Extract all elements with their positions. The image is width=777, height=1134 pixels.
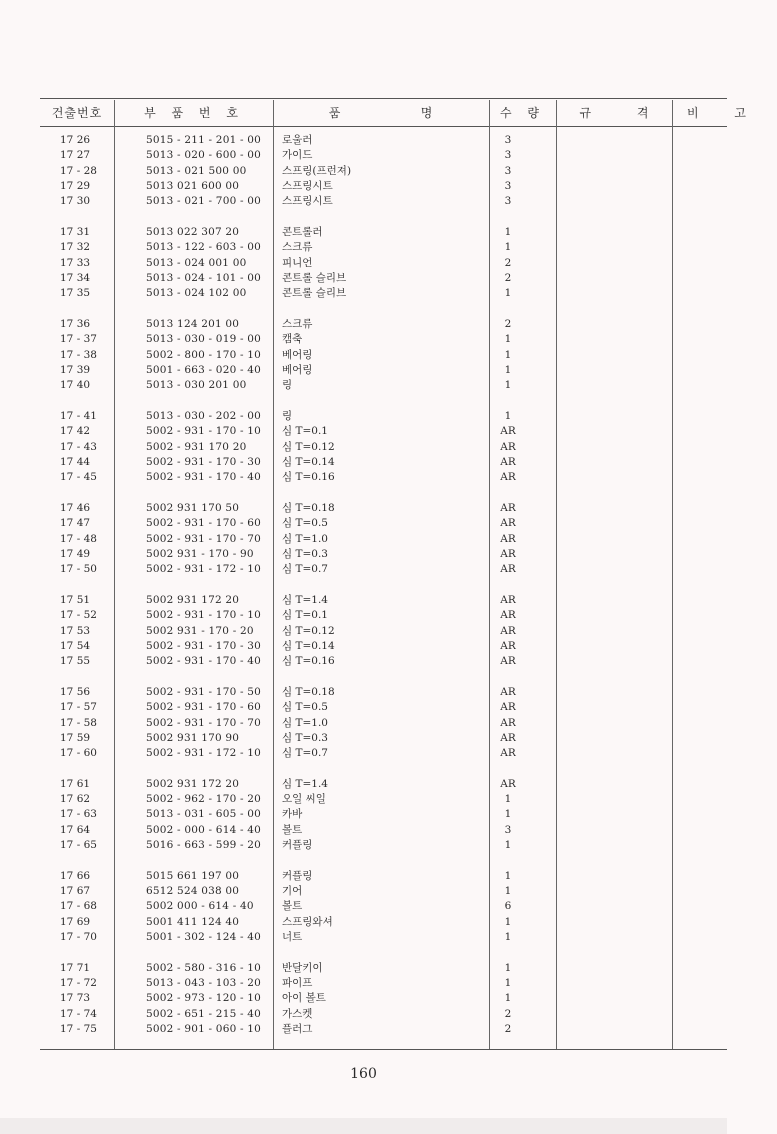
ref-no-cell: 17 54 [60,639,91,652]
ref-no-cell: 17 - 28 [60,164,97,177]
ref-no-cell: 17 42 [60,425,91,438]
part-name-cell: 콘트롤러 [282,225,323,238]
part-no-cell: 5002 931 172 20 [146,777,240,790]
table-row [0,639,727,654]
quantity-cell: 2 [504,317,512,330]
table-row [0,256,727,271]
ref-no-cell: 17 30 [60,195,91,208]
table-row [0,792,727,807]
table-row [0,807,727,822]
part-name-cell: 심 T=0.5 [282,701,328,714]
part-no-cell: 5002 - 931 - 170 - 70 [146,532,262,545]
table-row [0,148,727,163]
table-row [0,838,727,853]
ref-no-cell: 17 - 70 [60,931,97,944]
quantity-cell: 1 [504,992,512,1005]
part-no-cell: 5013 - 030 - 202 - 00 [146,409,262,422]
quantity-cell: 1 [504,379,512,392]
part-name-cell: 오일 씨일 [282,793,326,806]
table-row [0,869,727,884]
table-row [0,700,727,715]
quantity-cell: 6 [504,900,512,913]
ref-no-cell: 17 47 [60,517,91,530]
part-name-cell: 심 T=0.14 [282,639,335,652]
ref-no-cell: 17 31 [60,225,91,238]
part-no-cell: 5013 - 043 - 103 - 20 [146,977,262,990]
ref-no-cell: 17 49 [60,547,91,560]
part-no-cell: 5002 - 931 - 170 - 40 [146,655,262,668]
quantity-cell: AR [500,440,516,453]
part-name-cell: 반달키이 [282,961,323,974]
part-name-cell: 심 T=0.7 [282,563,328,576]
quantity-cell: AR [500,425,516,438]
quantity-cell: 1 [504,363,512,376]
part-name-cell: 너트 [282,931,303,944]
part-no-cell: 5013 - 021 500 00 [146,164,247,177]
table-row [0,562,727,577]
part-group [0,869,727,945]
part-name-cell: 심 T=0.3 [282,547,328,560]
header-name-b: 명 [420,106,434,120]
table-row [0,455,727,470]
header-name-a: 품 [328,106,342,120]
table-row [0,271,727,286]
quantity-cell: 1 [504,961,512,974]
table-row [0,716,727,731]
quantity-cell: 3 [504,195,512,208]
ref-no-cell: 17 40 [60,379,91,392]
part-name-cell: 링 [282,409,293,422]
quantity-cell: AR [500,701,516,714]
part-no-cell: 5002 - 800 - 170 - 10 [146,348,262,361]
table-row [0,225,727,240]
table-row [0,884,727,899]
quantity-cell: 1 [504,885,512,898]
table-bottom-rule [40,1049,727,1050]
part-no-cell: 5002 - 931 - 170 - 40 [146,471,262,484]
part-no-cell: 5013 - 024 - 101 - 00 [146,271,262,284]
table-row [0,501,727,516]
header-qty: 수 량 [500,106,545,120]
quantity-cell: AR [500,685,516,698]
part-no-cell: 5002 - 931 - 170 - 10 [146,425,262,438]
quantity-cell: 1 [504,287,512,300]
part-no-cell: 5013 - 021 - 700 - 00 [146,195,262,208]
quantity-cell: 3 [504,179,512,192]
ref-no-cell: 17 - 65 [60,839,97,852]
part-no-cell: 5015 - 211 - 201 - 00 [146,134,262,146]
part-no-cell: 5013 - 122 - 603 - 00 [146,241,262,254]
table-row [0,409,727,424]
part-no-cell: 5001 411 124 40 [146,915,240,928]
part-name-cell: 로울러 [282,134,313,146]
part-group [0,961,727,1037]
part-no-cell: 5002 - 931 - 172 - 10 [146,563,262,576]
header-spec: 규 격 [579,106,650,120]
part-group [0,225,727,301]
part-name-cell: 스프링시트 [282,195,333,208]
part-no-cell: 5002 931 170 90 [146,731,240,744]
table-row [0,164,727,179]
page-number: 160 [350,1066,377,1082]
table-row [0,731,727,746]
quantity-cell: AR [500,624,516,637]
parts-list [0,133,727,1053]
table-row [0,317,727,332]
quantity-cell: 1 [504,869,512,882]
table-row [0,777,727,792]
quantity-cell: 1 [504,225,512,238]
part-no-cell: 5002 000 - 614 - 40 [146,900,254,913]
header-remarks: 비 고 [687,106,747,120]
part-name-cell: 심 T=0.3 [282,731,328,744]
part-no-cell: 5002 - 931 - 170 - 10 [146,609,262,622]
header-part-no: 부 품 번 호 [144,106,244,120]
ref-no-cell: 17 56 [60,685,91,698]
ref-no-cell: 17 69 [60,915,91,928]
table-row [0,746,727,761]
table-row [0,1022,727,1037]
part-no-cell: 5015 661 197 00 [146,869,240,882]
part-name-cell: 파이프 [282,977,313,990]
part-name-cell: 심 T=0.12 [282,624,335,637]
table-row [0,624,727,639]
ref-no-cell: 17 - 63 [60,808,97,821]
table-row [0,363,727,378]
part-name-cell: 심 T=0.18 [282,501,335,514]
part-no-cell: 5013 - 031 - 605 - 00 [146,808,262,821]
quantity-cell: AR [500,471,516,484]
part-no-cell: 5001 - 663 - 020 - 40 [146,363,262,376]
ref-no-cell: 17 39 [60,363,91,376]
quantity-cell: AR [500,532,516,545]
ref-no-cell: 17 29 [60,179,91,192]
header-rule [40,126,727,127]
part-name-cell: 심 T=1.0 [282,716,328,729]
header-ref-no: 건출번호 [51,106,103,120]
quantity-cell: 3 [504,134,512,146]
ref-no-cell: 17 - 37 [60,333,97,346]
part-name-cell: 가이드 [282,149,313,162]
part-no-cell: 5013 124 201 00 [146,317,240,330]
table-row [0,823,727,838]
ref-no-cell: 17 - 72 [60,977,97,990]
part-name-cell: 링 [282,379,293,392]
ref-no-cell: 17 - 52 [60,609,97,622]
quantity-cell: AR [500,563,516,576]
quantity-cell: AR [500,517,516,530]
part-name-cell: 캠축 [282,333,303,346]
quantity-cell: 2 [504,271,512,284]
part-name-cell: 스크류 [282,317,313,330]
ref-no-cell: 17 35 [60,287,91,300]
table-row [0,440,727,455]
table-row [0,378,727,393]
ref-no-cell: 17 - 74 [60,1007,97,1020]
part-no-cell: 5013 - 020 - 600 - 00 [146,149,262,162]
page-edge [0,1118,727,1134]
table-row [0,685,727,700]
quantity-cell: 1 [504,409,512,422]
quantity-cell: 3 [504,164,512,177]
part-name-cell: 심 T=0.1 [282,425,328,438]
part-name-cell: 스크류 [282,241,313,254]
part-name-cell: 베어링 [282,363,313,376]
part-name-cell: 스프링와셔 [282,915,333,928]
part-name-cell: 심 T=0.7 [282,747,328,760]
table-row [0,930,727,945]
ref-no-cell: 17 - 45 [60,471,97,484]
part-name-cell: 볼트 [282,823,303,836]
part-name-cell: 심 T=0.18 [282,685,335,698]
ref-no-cell: 17 - 50 [60,563,97,576]
ref-no-cell: 17 67 [60,885,91,898]
ref-no-cell: 17 - 75 [60,1023,97,1036]
quantity-cell: 3 [504,149,512,162]
quantity-cell: 1 [504,839,512,852]
part-name-cell: 기어 [282,885,303,898]
ref-no-cell: 17 73 [60,992,91,1005]
quantity-cell: 2 [504,1023,512,1036]
part-no-cell: 5002 931 170 50 [146,501,240,514]
table-row [0,915,727,930]
part-group [0,685,727,761]
part-name-cell: 심 T=1.4 [282,777,328,790]
part-no-cell: 5013 022 307 20 [146,225,240,238]
part-no-cell: 5002 - 931 - 170 - 60 [146,517,262,530]
part-no-cell: 5002 - 000 - 614 - 40 [146,823,262,836]
part-name-cell: 커플링 [282,869,313,882]
part-no-cell: 5002 931 - 170 - 20 [146,624,254,637]
table-row [0,332,727,347]
quantity-cell: AR [500,593,516,606]
part-no-cell: 5013 - 030 - 019 - 00 [146,333,262,346]
part-no-cell: 5013 021 600 00 [146,179,240,192]
table-row [0,133,727,148]
table-row [0,179,727,194]
part-group [0,317,727,393]
quantity-cell: 1 [504,808,512,821]
ref-no-cell: 17 26 [60,134,91,146]
quantity-cell: AR [500,777,516,790]
table-row [0,240,727,255]
part-no-cell: 5002 - 931 170 20 [146,440,247,453]
part-group [0,501,727,577]
part-no-cell: 5002 - 580 - 316 - 10 [146,961,262,974]
quantity-cell: 1 [504,915,512,928]
part-no-cell: 5002 931 - 170 - 90 [146,547,254,560]
table-row [0,286,727,301]
quantity-cell: AR [500,655,516,668]
quantity-cell: 2 [504,1007,512,1020]
part-no-cell: 5002 931 172 20 [146,593,240,606]
ref-no-cell: 17 71 [60,961,91,974]
quantity-cell: 1 [504,333,512,346]
part-name-cell: 심 T=1.4 [282,593,328,606]
part-no-cell: 5002 - 931 - 170 - 60 [146,701,262,714]
part-group [0,409,727,485]
table-row [0,1007,727,1022]
ref-no-cell: 17 62 [60,793,91,806]
part-group [0,777,727,853]
ref-no-cell: 17 - 57 [60,701,97,714]
part-name-cell: 콘트롤 슬리브 [282,271,347,284]
quantity-cell: AR [500,716,516,729]
quantity-cell: 1 [504,931,512,944]
ref-no-cell: 17 66 [60,869,91,882]
table-row [0,899,727,914]
quantity-cell: AR [500,547,516,560]
quantity-cell: AR [500,609,516,622]
ref-no-cell: 17 34 [60,271,91,284]
ref-no-cell: 17 27 [60,149,91,162]
quantity-cell: 1 [504,241,512,254]
quantity-cell: 2 [504,256,512,269]
part-name-cell: 베어링 [282,348,313,361]
part-no-cell: 5002 - 931 - 170 - 50 [146,685,262,698]
part-name-cell: 볼트 [282,900,303,913]
part-no-cell: 5016 - 663 - 599 - 20 [146,839,262,852]
quantity-cell: 3 [504,823,512,836]
part-group [0,133,727,209]
part-name-cell: 플러그 [282,1023,313,1036]
table-row [0,976,727,991]
part-no-cell: 5002 - 931 - 170 - 30 [146,639,262,652]
quantity-cell: 1 [504,977,512,990]
ref-no-cell: 17 - 68 [60,900,97,913]
ref-no-cell: 17 33 [60,256,91,269]
part-no-cell: 5002 - 931 - 170 - 30 [146,455,262,468]
ref-no-cell: 17 - 48 [60,532,97,545]
part-no-cell: 5002 - 931 - 170 - 70 [146,716,262,729]
ref-no-cell: 17 - 58 [60,716,97,729]
part-name-cell: 콘트롤 슬리브 [282,287,347,300]
table-row [0,593,727,608]
table-row [0,470,727,485]
part-no-cell: 5002 - 931 - 172 - 10 [146,747,262,760]
part-no-cell: 5002 - 962 - 170 - 20 [146,793,262,806]
ref-no-cell: 17 61 [60,777,91,790]
ref-no-cell: 17 51 [60,593,91,606]
part-name-cell: 스프링시트 [282,179,333,192]
part-no-cell: 5013 - 024 001 00 [146,256,247,269]
table-row [0,654,727,669]
part-name-cell: 심 T=0.12 [282,440,335,453]
part-name-cell: 카바 [282,808,303,821]
table-row [0,961,727,976]
ref-no-cell: 17 - 60 [60,747,97,760]
quantity-cell: AR [500,747,516,760]
part-no-cell: 5002 - 973 - 120 - 10 [146,992,262,1005]
part-name-cell: 피니언 [282,256,313,269]
part-no-cell: 5002 - 901 - 060 - 10 [146,1023,262,1036]
part-name-cell: 심 T=0.16 [282,471,335,484]
ref-no-cell: 17 36 [60,317,91,330]
part-no-cell: 5013 - 030 201 00 [146,379,247,392]
ref-no-cell: 17 59 [60,731,91,744]
part-no-cell: 5002 - 651 - 215 - 40 [146,1007,262,1020]
ref-no-cell: 17 - 38 [60,348,97,361]
table-row [0,424,727,439]
part-name-cell: 심 T=0.1 [282,609,328,622]
part-name-cell: 심 T=0.14 [282,455,335,468]
quantity-cell: AR [500,639,516,652]
ref-no-cell: 17 44 [60,455,91,468]
quantity-cell: AR [500,501,516,514]
quantity-cell: AR [500,455,516,468]
quantity-cell: 1 [504,793,512,806]
ref-no-cell: 17 64 [60,823,91,836]
quantity-cell: AR [500,731,516,744]
table-row [0,608,727,623]
table-row [0,516,727,531]
table-row [0,348,727,363]
part-no-cell: 5013 - 024 102 00 [146,287,247,300]
table-row [0,532,727,547]
table-row [0,991,727,1006]
part-name-cell: 심 T=0.16 [282,655,335,668]
part-name-cell: 심 T=0.5 [282,517,328,530]
quantity-cell: 1 [504,348,512,361]
part-name-cell: 아이 볼트 [282,992,326,1005]
part-no-cell: 5001 - 302 - 124 - 40 [146,931,262,944]
part-group [0,593,727,669]
part-name-cell: 스프링(프런져) [282,164,352,177]
part-no-cell: 6512 524 038 00 [146,885,240,898]
table-row [0,194,727,209]
part-name-cell: 심 T=1.0 [282,532,328,545]
table-top-rule [40,98,727,99]
ref-no-cell: 17 - 43 [60,440,97,453]
table-row [0,547,727,562]
ref-no-cell: 17 32 [60,241,91,254]
ref-no-cell: 17 55 [60,655,91,668]
part-name-cell: 커플링 [282,839,313,852]
part-name-cell: 가스켓 [282,1007,313,1020]
ref-no-cell: 17 53 [60,624,91,637]
ref-no-cell: 17 - 41 [60,409,97,422]
ref-no-cell: 17 46 [60,501,91,514]
